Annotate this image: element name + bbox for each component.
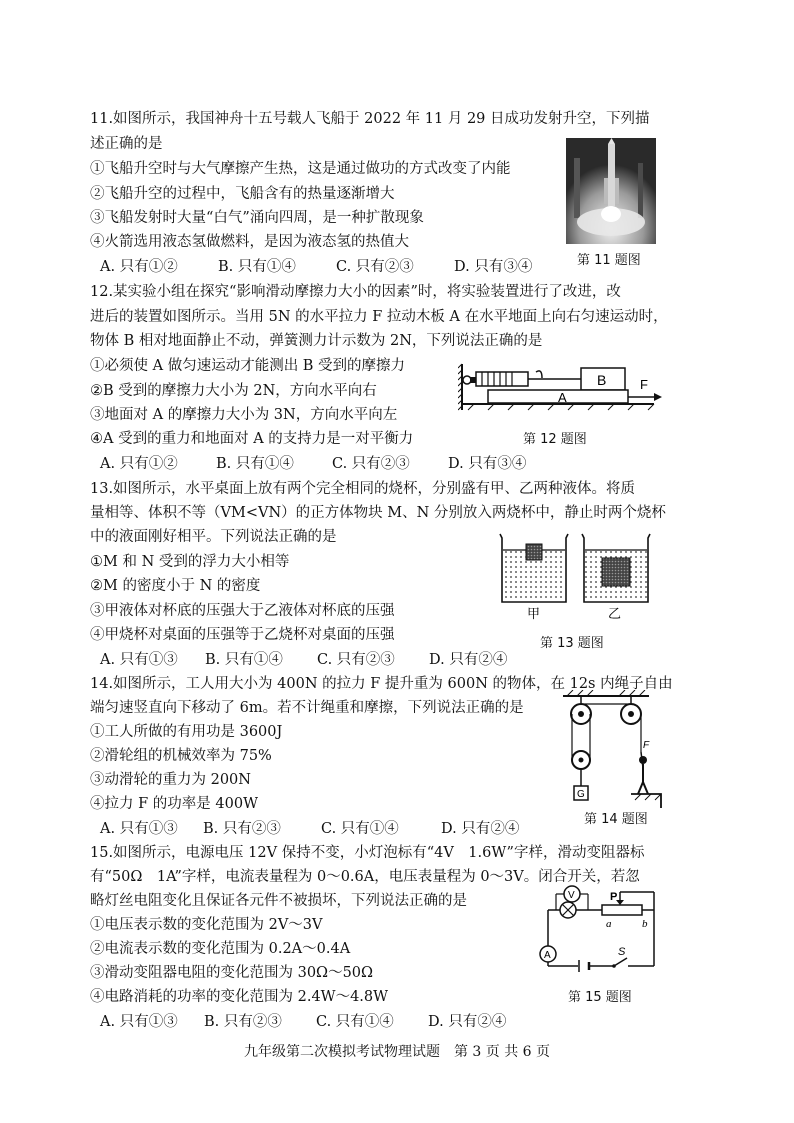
q15-caption: 第 15 题图 — [568, 990, 632, 1005]
q12-line-2: 进后的装置如图所示。当用 5N 的水平拉力 F 拉动木板 A 在水平地面上向右匀速运动时， — [90, 309, 668, 325]
q14-line-2: 端匀速竖直向下移动了 6m。若不计绳重和摩擦，下列说法正确的是 — [90, 700, 524, 716]
q14-caption: 第 14 题图 — [584, 812, 648, 827]
q11-options — [100, 257, 532, 277]
board-a-label: A — [558, 390, 567, 405]
block-n — [602, 558, 630, 586]
rheostat-icon — [602, 905, 642, 915]
q14-item-2: ②滑轮组的机械效率为 75% — [90, 748, 272, 764]
q15-item-4: ④电路消耗的功率的变化范围为 2.4W～4.8W — [90, 989, 389, 1005]
q11-option-a: A. 只有①② — [100, 259, 178, 275]
q11-option-b: B. 只有①④ — [218, 259, 296, 275]
q14-option-c: C. 只有①④ — [321, 821, 399, 837]
rheostat-end-b-label: b — [642, 918, 648, 930]
ammeter-label: A — [544, 950, 551, 961]
force-arrow-icon — [654, 393, 662, 401]
q12-option-c: C. 只有②③ — [332, 456, 410, 472]
q12-item-3: ③地面对 A 的摩擦力大小为 3N，方向水平向左 — [90, 407, 398, 423]
q13-item-3: ③甲液体对杯底的压强大于乙液体对杯底的压强 — [90, 603, 395, 619]
q11-caption: 第 11 题图 — [577, 253, 641, 268]
q11-option-d: D. 只有③④ — [454, 259, 533, 275]
page-footer: 九年级第二次模拟考试物理试题 第 3 页 共 6 页 — [243, 1044, 551, 1060]
q14-option-a: A. 只有①③ — [100, 821, 178, 837]
q12-line-1: 12.某实验小组在探究“影响滑动摩擦力大小的因素”时，将实验装置进行了改进，改 — [90, 284, 621, 300]
beaker-jia-label: 甲 — [527, 607, 541, 622]
q13-options — [100, 650, 507, 670]
slider-p-label: P — [610, 891, 618, 903]
q14-item-1: ①工人所做的有用功是 3600J — [90, 724, 283, 740]
q15-line-1: 15.如图所示，电源电压 12V 保持不变，小灯泡标有“4V 1.6W”字样，滑动变阻器标 — [90, 845, 645, 861]
q12-line-3: 物体 B 相对地面静止不动，弹簧测力计示数为 2N，下列说法正确的是 — [90, 333, 543, 349]
q11-item-3: ③飞船发射时大量“白气”涌向四周，是一种扩散现象 — [90, 210, 424, 226]
q12-item-2: ②B 受到的摩擦力大小为 2N，方向水平向右 — [90, 383, 377, 399]
q15-circuit-figure — [536, 880, 666, 980]
rheostat-end-a-label: a — [606, 918, 612, 930]
q12-options — [100, 454, 526, 474]
force-f-label: F — [643, 740, 650, 751]
q15-line-3: 略灯丝电阻变化且保证各元件不被损坏，下列说法正确的是 — [90, 893, 467, 909]
q15-option-d: D. 只有②④ — [428, 1014, 507, 1030]
q14-options — [100, 819, 519, 839]
q11-item-1: ①飞船升空时与大气摩擦产生热，这是通过做功的方式改变了内能 — [90, 161, 511, 177]
spring-scale-icon — [476, 372, 528, 386]
block-b-label: B — [597, 372, 607, 388]
q14-pulley-figure — [553, 690, 671, 810]
q13-line-1: 13.如图所示，水平桌面上放有两个完全相同的烧杯，分别盛有甲、乙两种液体。将质 — [90, 481, 636, 497]
q11-item-4: ④火箭选用液态氢做燃料，是因为液态氢的热值大 — [90, 234, 409, 250]
q14-item-3: ③动滑轮的重力为 200N — [90, 772, 251, 788]
q12-option-b: B. 只有①④ — [216, 456, 294, 472]
switch-label: S — [618, 946, 626, 958]
q12-item-4: ④A 受到的重力和地面对 A 的支持力是一对平衡力 — [90, 431, 414, 447]
q13-caption: 第 13 题图 — [540, 636, 604, 651]
q13-line-3: 中的液面刚好相平。下列说法正确的是 — [90, 529, 337, 545]
q12-apparatus-figure — [458, 358, 668, 420]
q14-option-d: D. 只有②④ — [441, 821, 520, 837]
block-m — [526, 544, 542, 560]
q11-option-c: C. 只有②③ — [336, 259, 414, 275]
q13-option-d: D. 只有②④ — [429, 652, 508, 668]
q11-line-1: 11.如图所示，我国神舟十五号载人飞船于 2022 年 11 月 29 日成功发射升空，下列描 — [90, 111, 650, 127]
q13-item-1: ①M 和 N 受到的浮力大小相等 — [90, 554, 290, 570]
q13-option-b: B. 只有①④ — [205, 652, 283, 668]
q13-line-2: 量相等、体积不等（VM<VN）的正方体物块 M、N 分别放入两烧杯中，静止时两个烧杯 — [90, 505, 666, 521]
q15-options — [100, 1012, 506, 1032]
q13-item-4: ④甲烧杯对桌面的压强等于乙烧杯对桌面的压强 — [90, 627, 395, 643]
q12-option-d: D. 只有③④ — [448, 456, 527, 472]
force-f-label: F — [640, 377, 648, 392]
q15-option-b: B. 只有②③ — [204, 1014, 282, 1030]
q12-option-a: A. 只有①② — [100, 456, 178, 472]
q12-item-1: ①必须使 A 做匀速运动才能测出 B 受到的摩擦力 — [90, 358, 406, 374]
q15-option-c: C. 只有①④ — [316, 1014, 394, 1030]
beaker-yi-label: 乙 — [608, 607, 622, 622]
q15-line-2: 有“50Ω 1A”字样，电流表量程为 0～0.6A，电压表量程为 0～3V。闭合开关，若忽 — [90, 869, 640, 885]
weight-g-label: G — [577, 789, 585, 800]
q12-caption: 第 12 题图 — [523, 432, 587, 447]
q14-line-1: 14.如图所示，工人用大小为 400N 的拉力 F 提升重为 600N 的物体，在 12s 内绳子自由 — [90, 676, 673, 692]
wall-hook-icon — [463, 376, 471, 384]
q15-item-1: ①电压表示数的变化范围为 2V～3V — [90, 917, 323, 933]
q13-option-c: C. 只有②③ — [317, 652, 395, 668]
q15-item-3: ③滑动变阻器电阻的变化范围为 30Ω～50Ω — [90, 965, 374, 981]
q15-option-a: A. 只有①③ — [100, 1014, 178, 1030]
voltmeter-label: V — [568, 890, 575, 901]
q11-line-2: 述正确的是 — [90, 136, 163, 152]
q15-item-2: ②电流表示数的变化范围为 0.2A～0.4A — [90, 941, 351, 957]
q11-item-2: ②飞船升空的过程中，飞船含有的热量逐渐增大 — [90, 186, 395, 202]
q14-item-4: ④拉力 F 的功率是 400W — [90, 796, 258, 812]
q11-rocket-photo — [566, 138, 656, 244]
q13-option-a: A. 只有①③ — [100, 652, 178, 668]
q13-item-2: ②M 的密度小于 N 的密度 — [90, 578, 261, 594]
q14-option-b: B. 只有②③ — [203, 821, 281, 837]
q13-beakers-figure — [494, 530, 674, 622]
